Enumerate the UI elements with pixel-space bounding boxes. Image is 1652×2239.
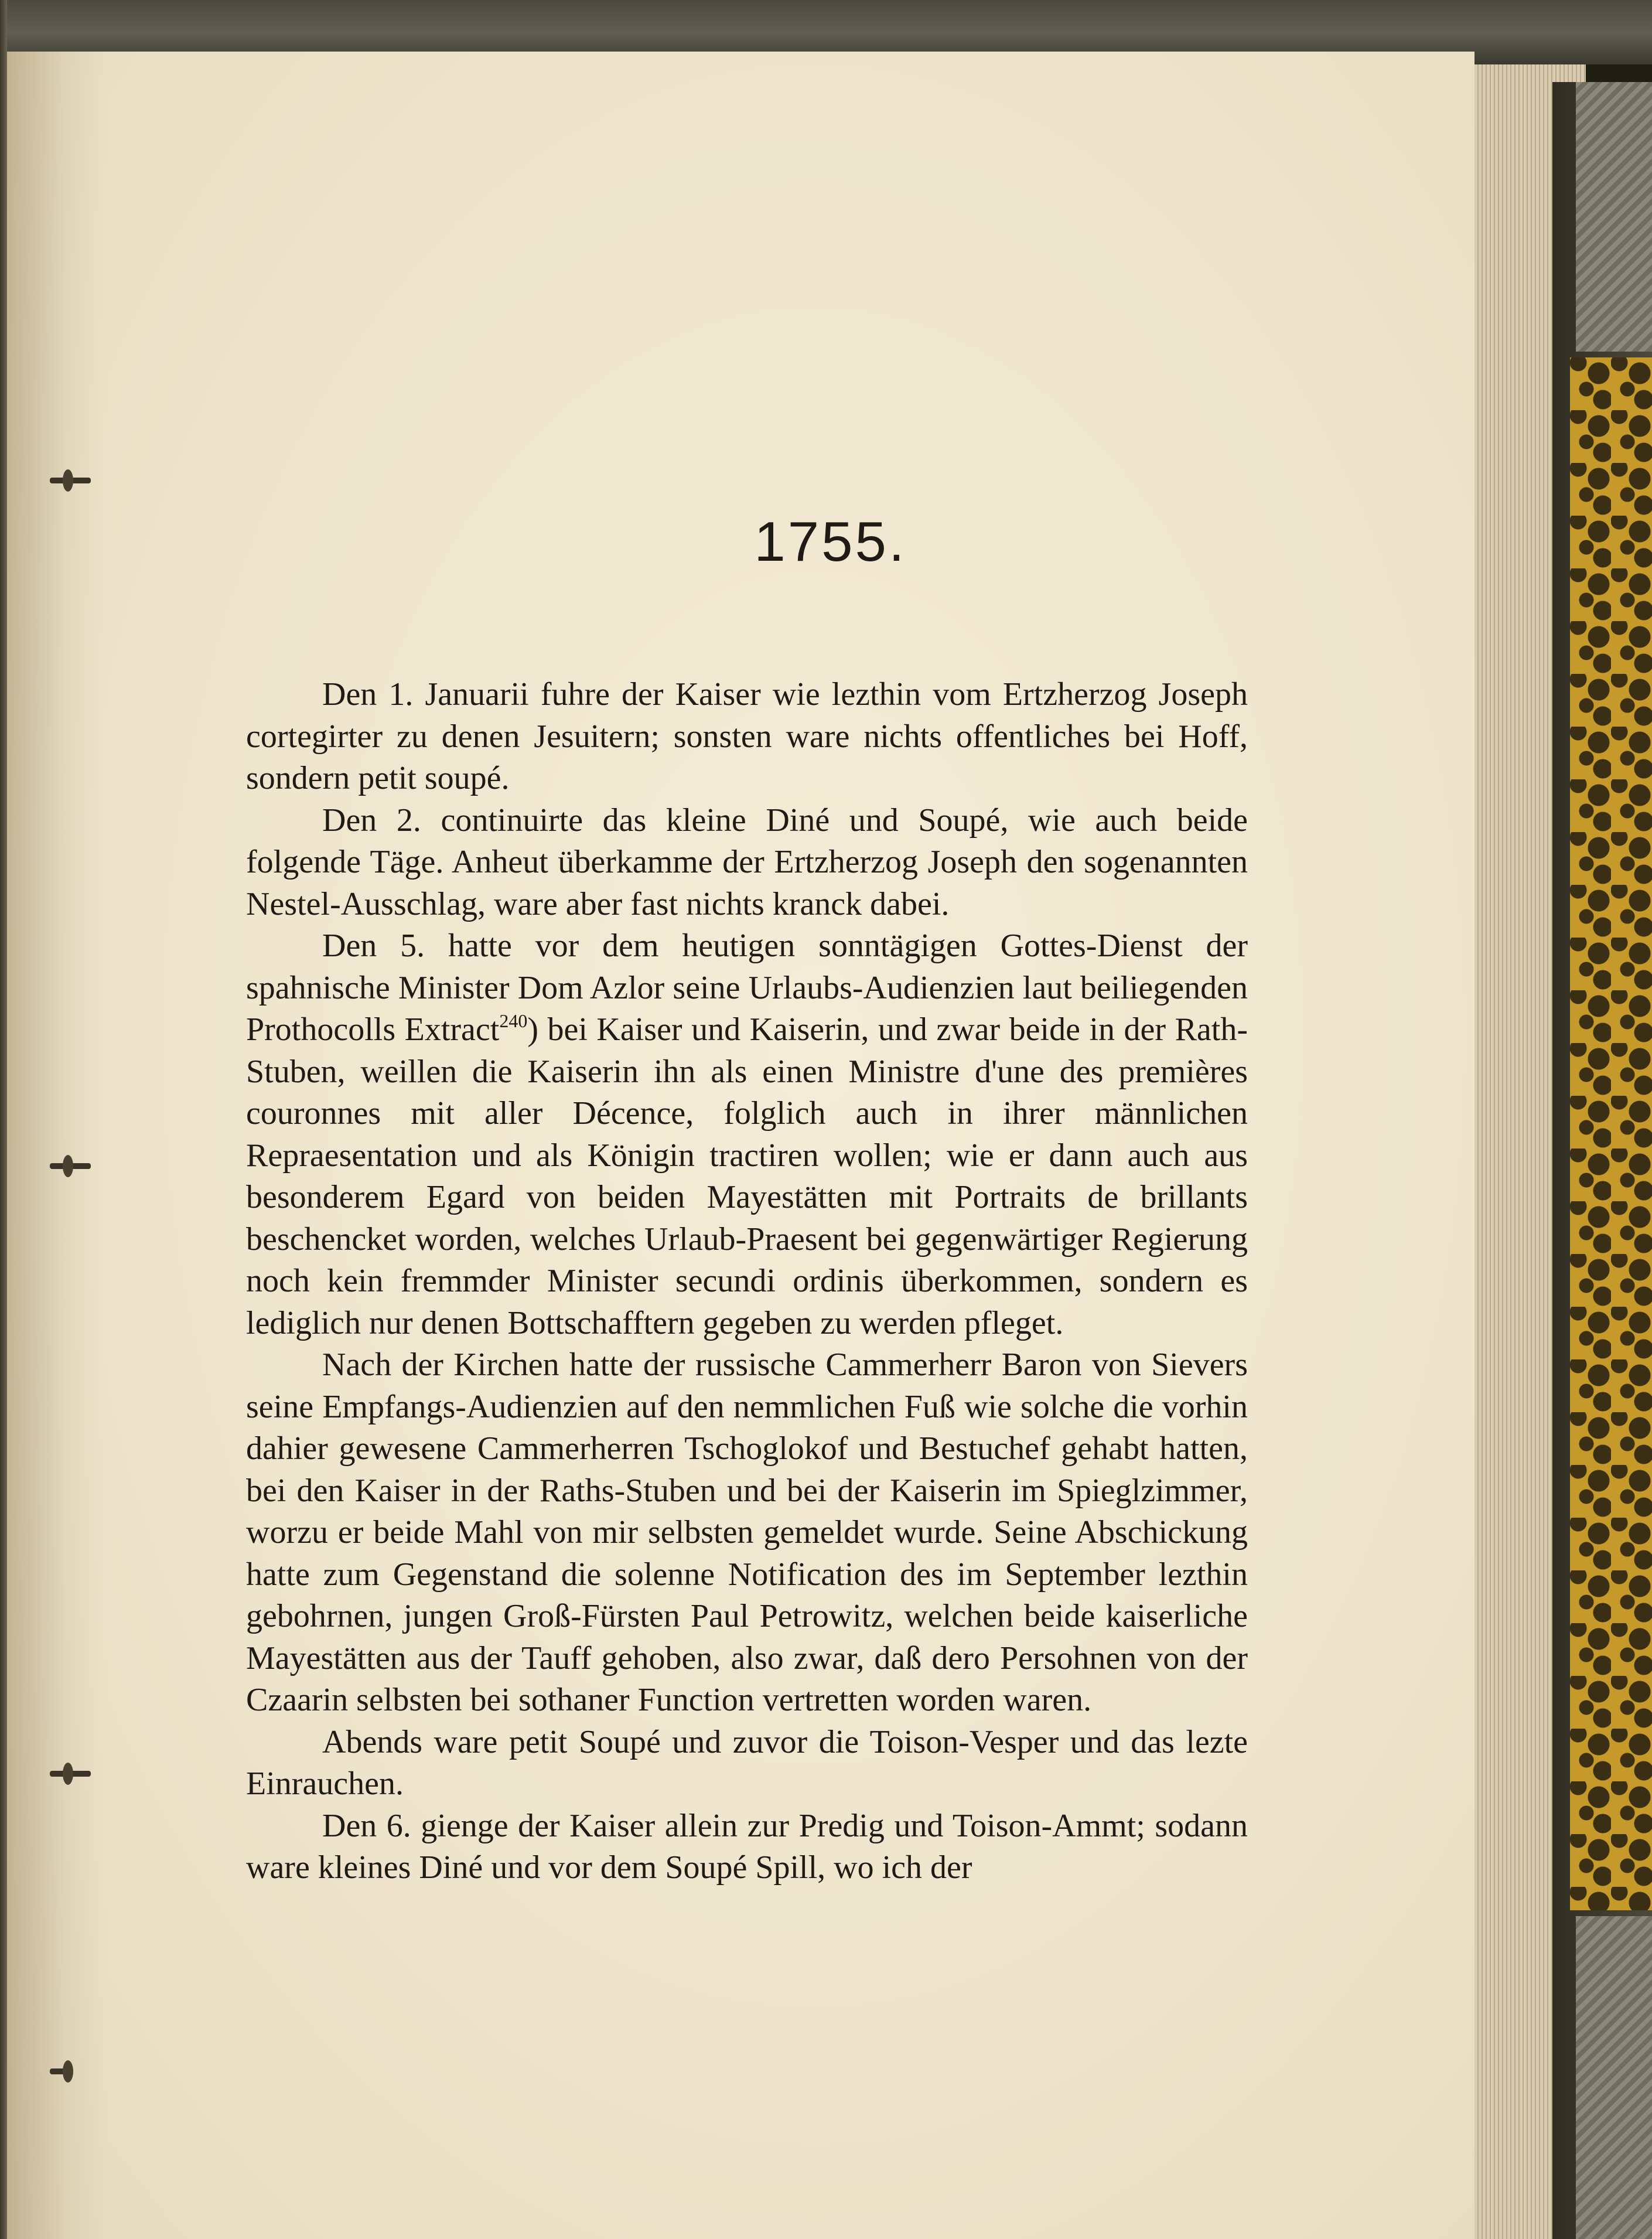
stitch-mark — [50, 1771, 91, 1777]
cover-pattern-bottom — [1576, 1916, 1652, 2239]
paragraph: Den 6. gienge der Kaiser allein zur Predig und Toison-Ammt; sodann ware kleines Diné und vor dem Soupé Spill, wo ich der — [246, 1807, 1248, 1886]
body-text — [246, 674, 1248, 1889]
paragraph: Den 2. continuirte das kleine Diné und Soupé, wie auch beide folgende Täge. Anheut überkamme der Ertzherzog Joseph den sogenannten Nestel-Ausschlag, ware aber fast nichts kranck dabei. — [246, 802, 1248, 922]
stitch-mark — [50, 478, 91, 483]
marbled-cover — [1570, 357, 1652, 1910]
year-heading: 1755. — [754, 510, 907, 573]
cover-pattern-top — [1576, 82, 1652, 352]
page-gutter — [7, 52, 107, 2239]
stitch-mark — [50, 2068, 73, 2074]
paragraph: Nach der Kirchen hatte der russische Cammerherr Baron von Sievers seine Empfangs-Audienzien auf den nemmlichen Fuß wie solche die vorhin dahier gewesene Cammerherren Tschoglokof und Bestuchef gehabt hatten, bei den Kaiser in der Raths-Stuben und bei der Kaiserin im Spieglzimmer, worzu er beide Mahl von mir selbsten gemeldet wurde. Seine Abschickung hatte zum Gegenstand die solenne Notification des im September lezthin gebohrnen, jungen Groß-Fürsten Paul Petrowitz, welchen beide kaiserliche Mayestätten aus der Tauff gehoben, also zwar, daß dero Persohnen von der Czaarin selbsten bei sothaner Function vertretten worden waren. — [246, 1347, 1248, 1718]
footnote-marker: 240 — [499, 1010, 528, 1031]
stitch-mark — [50, 1163, 91, 1169]
paragraph: Abends ware petit Soupé und zuvor die Toison-Vesper und das lezte Einrauchen. — [246, 1723, 1248, 1802]
paragraph: Den 5. hatte vor dem heutigen sonntägigen Gottes-Dienst der spahnische Minister Dom Azlor seine Urlaubs-Audienzien laut beiliegenden Prothocolls Extract$^{240}$) bei Kaiser und Kaiserin, und zwar beide in der Rath-Stuben, weillen die Kaiserin ihn als einen Ministre d'une des premières couronnes mit aller Décence, folglich auch in ihrer männlichen Repraesentation und als Königin tractiren wollen; wie er dann auch aus besonderem Egard von beiden Mayestätten mit Portraits de brillants beschencket worden, welches Urlaub-Praesent bei gegenwärtiger Regierung noch kein fremmder Minister secundi ordinis überkommen, sondern es lediglich nur denen Bottschafftern gegeben zu werden pfleget. — [246, 928, 1248, 1341]
paragraph: Den 1. Januarii fuhre der Kaiser wie lezthin vom Ertzherzog Joseph cortegirter zu denen Jesuitern; sonsten ware nichts offentliches bei Hoff, sondern petit soupé. — [246, 676, 1248, 796]
binding-left — [0, 0, 7, 2239]
